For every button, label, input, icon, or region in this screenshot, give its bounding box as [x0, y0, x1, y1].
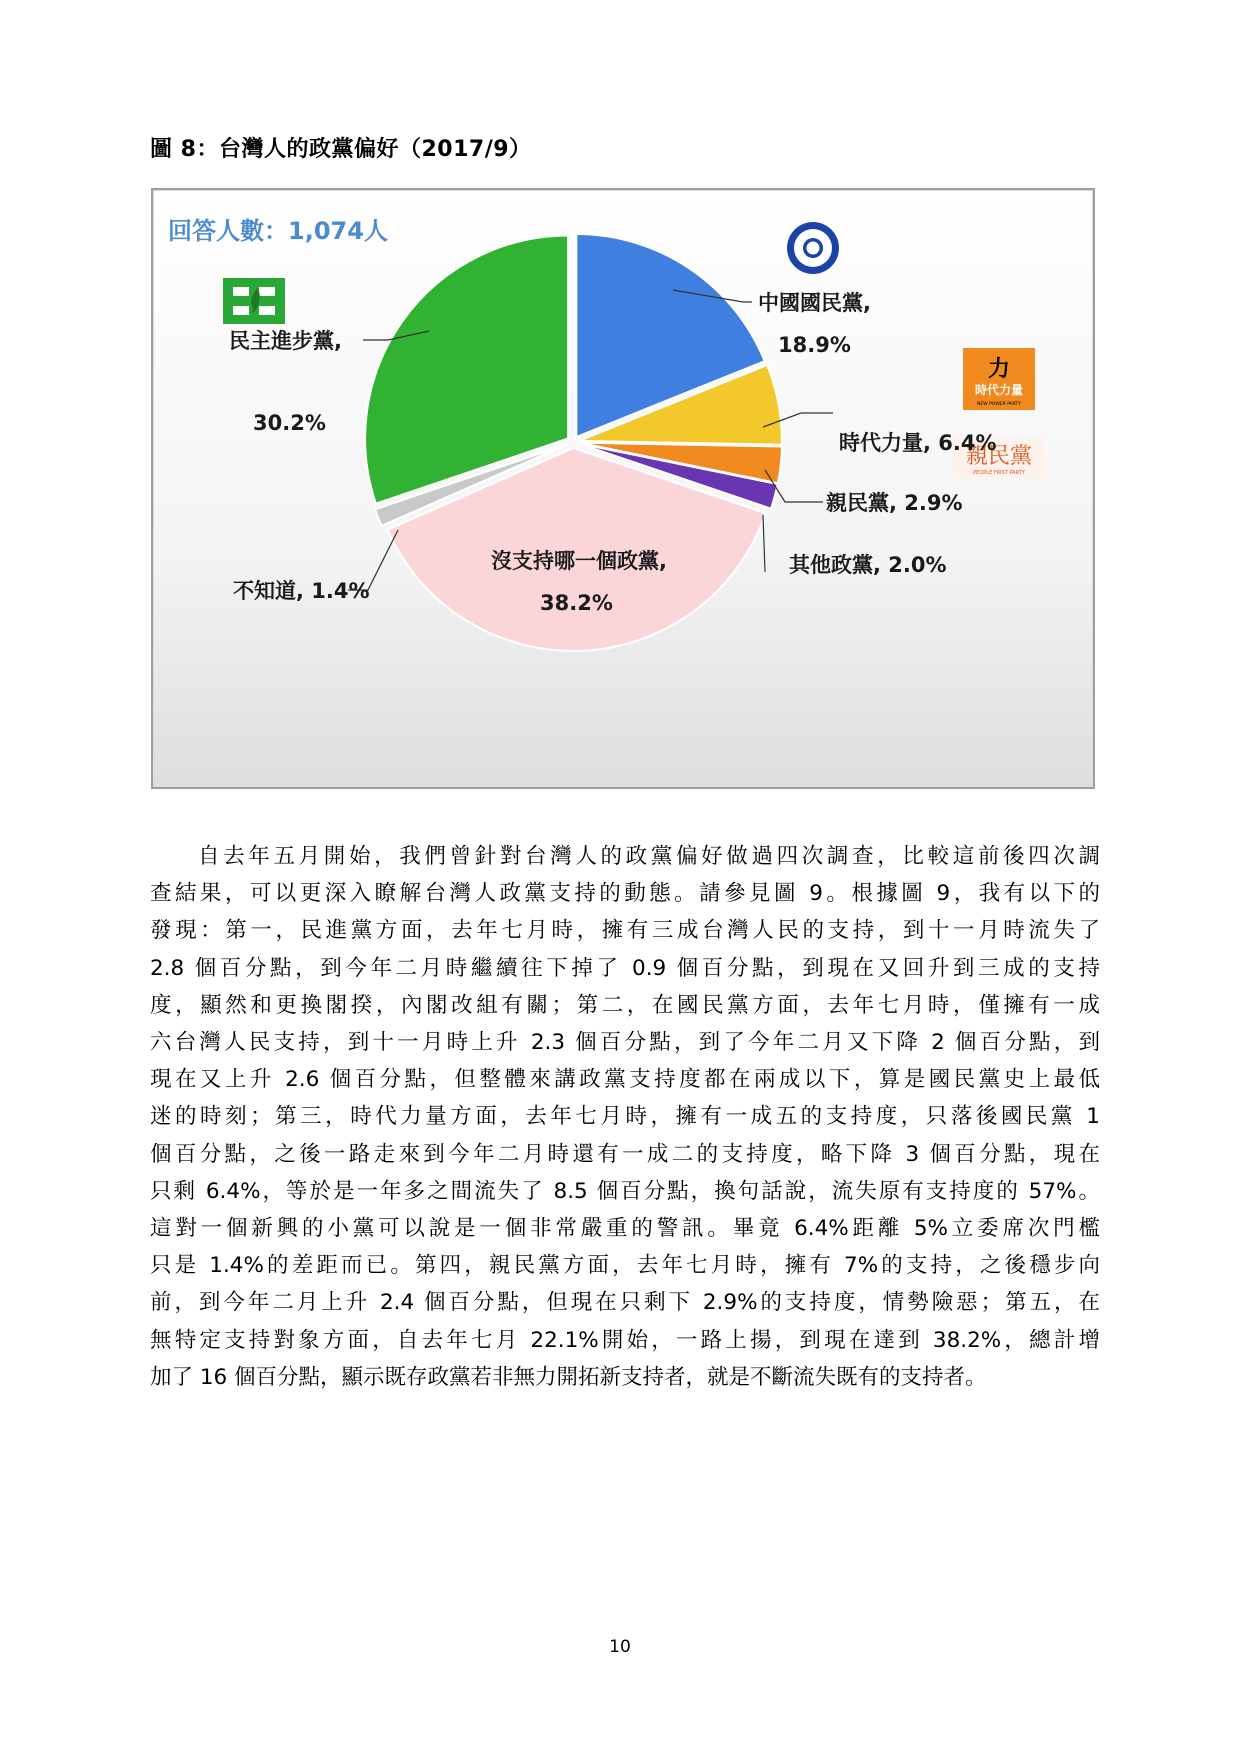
label-npp: 時代力量, 6.4%	[839, 431, 997, 455]
label-dpp: 民主進步黨,	[229, 329, 342, 353]
paragraph-line: 只是 1.4%的差距而已。第四，親民黨方面，去年七月時，擁有 7%的支持，之後穩步向	[150, 1253, 1100, 1279]
dpp-logo	[223, 278, 285, 324]
label-dontknow: 不知道, 1.4%	[233, 579, 370, 603]
pfp-logo-subtext: PEOPLE FIRST PARTY	[973, 470, 1025, 476]
paragraph-line: 六台灣人民支持，到十一月時上升 2.3 個百分點，到了今年二月又下降 2 個百分點，到	[150, 1030, 1100, 1056]
pie-chart-svg	[153, 190, 1093, 787]
paragraph-line: 加了 16 個百分點，顯示既存政黨若非無力開拓新支持者，就是不斷流失既有的支持者。	[150, 1364, 987, 1390]
paragraph-line: 迷的時刻；第三，時代力量方面，去年七月時，擁有一成五的支持度，只落後國民黨 1	[150, 1104, 1100, 1130]
value-kmt: 18.9%	[778, 333, 851, 357]
label-pfp: 親民黨, 2.9%	[826, 491, 963, 515]
value-none: 38.2%	[540, 591, 613, 615]
paragraph-line: 這對一個新興的小黨可以說是一個非常嚴重的警訊。畢竟 6.4%距離 5%立委席次門檻	[150, 1216, 1100, 1242]
kmt-logo	[787, 222, 839, 274]
pfp-logo-text: 親民黨	[965, 443, 1033, 468]
label-none: 沒支持哪一個政黨,	[491, 549, 667, 573]
value-dpp: 30.2%	[253, 411, 326, 435]
npp-logo-mark: 力	[987, 357, 1011, 382]
npp-logo-text: 時代力量	[974, 383, 1024, 397]
npp-logo-subtext: NEW POWER PARTY	[977, 402, 1021, 407]
paragraph-line: 度，顯然和更換閣揆，內閣改組有關；第二，在國民黨方面，去年七月時，僅擁有一成	[150, 992, 1100, 1018]
paragraph-line: 發現：第一，民進黨方面，去年七月時，擁有三成台灣人民的支持，到十一月時流失了	[150, 918, 1100, 944]
paragraph-line: 查結果，可以更深入瞭解台灣人政黨支持的動態。請參見圖 9。根據圖 9，我有以下的	[150, 881, 1100, 907]
body-paragraph	[150, 838, 1100, 1396]
figure-title: 圖 8：台灣人的政黨偏好（2017/9）	[150, 137, 532, 162]
leader-line-other	[763, 515, 765, 572]
npp-logo	[963, 348, 1035, 410]
label-kmt: 中國國民黨,	[758, 291, 871, 315]
respondent-count: 回答人數：1,074人	[168, 217, 388, 245]
kmt-logo-center	[807, 242, 820, 255]
paragraph-line: 只剩 6.4%，等於是一年多之間流失了 8.5 個百分點，換句話說，流失原有支持度的 57%。	[150, 1178, 1100, 1204]
label-other: 其他政黨, 2.0%	[789, 553, 947, 577]
paragraph-line: 無特定支持對象方面，自去年七月 22.1%開始，一路上揚，到現在達到 38.2%，總計增	[150, 1327, 1100, 1353]
paragraph-line: 2.8 個百分點，到今年二月時繼續往下掉了 0.9 個百分點，到現在又回升到三成的支持	[150, 955, 1100, 981]
paragraph-line: 個百分點，之後一路走來到今年二月時還有一成二的支持度，略下降 3 個百分點，現在	[150, 1141, 1100, 1167]
paragraph-line: 現在又上升 2.6 個百分點，但整體來講政黨支持度都在兩成以下，算是國民黨史上最低	[150, 1067, 1100, 1093]
pie-slices	[365, 234, 782, 651]
page-number: 10	[609, 1637, 631, 1657]
pie-chart	[151, 188, 1095, 789]
paragraph-line: 前，到今年二月上升 2.4 個百分點，但現在只剩下 2.9%的支持度，情勢險惡；第五，在	[150, 1290, 1100, 1316]
paragraph-line: 自去年五月開始，我們曾針對台灣人的政黨偏好做過四次調查，比較這前後四次調	[198, 844, 1100, 869]
